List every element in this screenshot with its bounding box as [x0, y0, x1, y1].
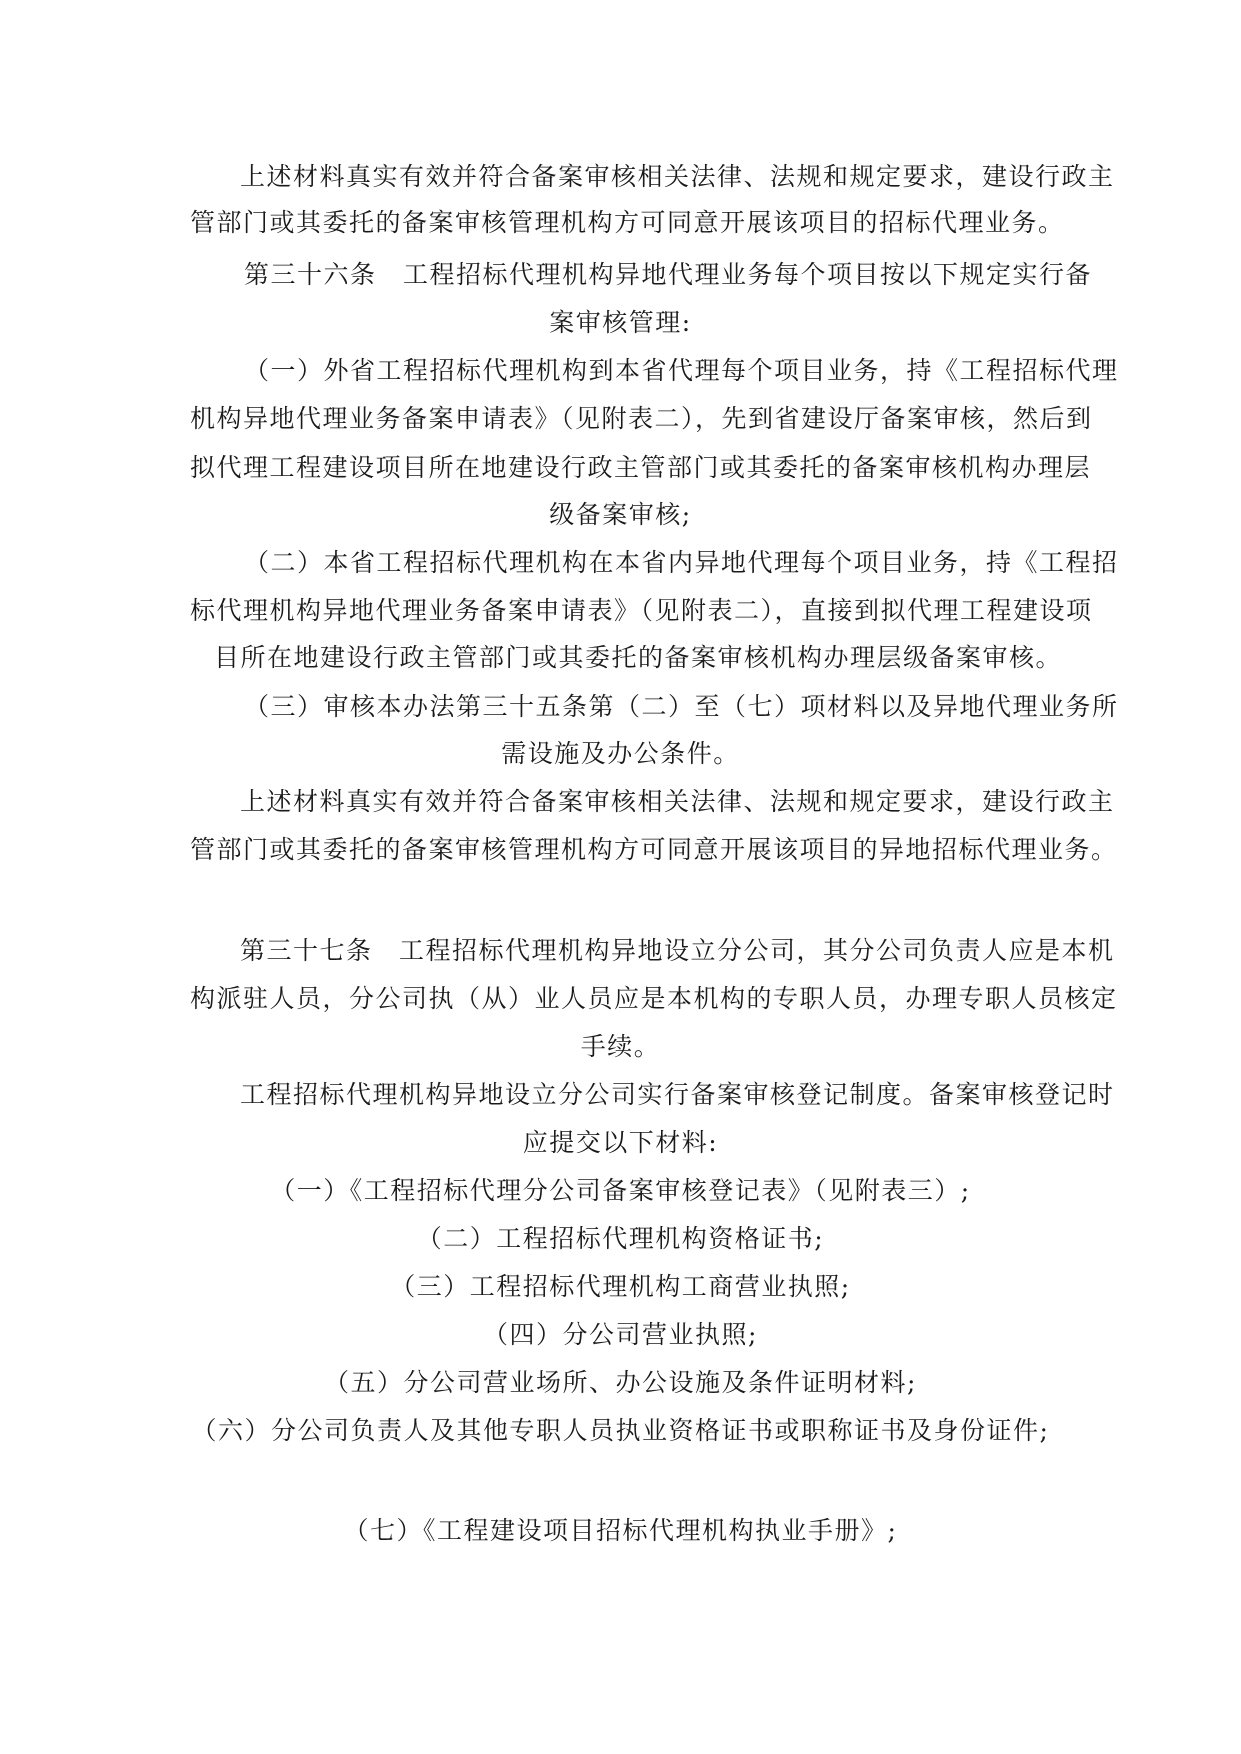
paragraph-line: 拟代理工程建设项目所在地建设行政主管部门或其委托的备案审核机构办理层	[190, 453, 1092, 482]
paragraph-line: 需设施及办公条件。	[501, 739, 740, 768]
list-item: （六）分公司负责人及其他专职人员执业资格证书或职称证书及身份证件;	[191, 1416, 1050, 1445]
paragraph-line: 标代理机构异地代理业务备案申请表》（见附表二），直接到拟代理工程建设项	[190, 596, 1093, 625]
paragraph-line: （三）审核本办法第三十五条第（二）至（七）项材料以及异地代理业务所	[244, 692, 1119, 721]
paragraph-line: （二）本省工程招标代理机构在本省内异地代理每个项目业务，持《工程招	[244, 548, 1119, 577]
article-37-heading: 第三十七条 工程招标代理机构异地设立分公司，其分公司负责人应是本机	[240, 936, 1115, 965]
paragraph-line: 上述材料真实有效并符合备案审核相关法律、法规和规定要求，建设行政主	[240, 787, 1115, 816]
paragraph-line: 应提交以下材料:	[522, 1128, 719, 1157]
list-item: （二）工程招标代理机构资格证书;	[416, 1224, 825, 1253]
list-item: （一）《工程招标代理分公司备案审核登记表》（见附表三）;	[270, 1176, 971, 1205]
paragraph-line: 构派驻人员，分公司执（从）业人员应是本机构的专职人员，办理专职人员核定	[190, 984, 1118, 1013]
paragraph-line: 管部门或其委托的备案审核管理机构方可同意开展该项目的招标代理业务。	[190, 208, 1065, 237]
list-item: （三）工程招标代理机构工商营业执照;	[390, 1272, 851, 1301]
paragraph-line: 上述材料真实有效并符合备案审核相关法律、法规和规定要求，建设行政主	[240, 162, 1115, 191]
paragraph-line: 机构异地代理业务备案申请表》（见附表二），先到省建设厅备案审核，然后到	[190, 404, 1093, 433]
paragraph-line: （一）外省工程招标代理机构到本省代理每个项目业务，持《工程招标代理	[244, 356, 1119, 385]
article-36-heading: 第三十六条 工程招标代理机构异地代理业务每个项目按以下规定实行备	[244, 260, 1093, 289]
paragraph-line: 级备案审核;	[549, 500, 692, 529]
paragraph-line: 管部门或其委托的备案审核管理机构方可同意开展该项目的异地招标代理业务。	[190, 835, 1118, 864]
paragraph-line: 目所在地建设行政主管部门或其委托的备案审核机构办理层级备案审核。	[214, 643, 1063, 672]
list-item: （七）《工程建设项目招标代理机构执业手册》;	[343, 1516, 898, 1545]
paragraph-line: 手续。	[580, 1032, 661, 1061]
paragraph-line: 工程招标代理机构异地设立分公司实行备案审核登记制度。备案审核登记时	[240, 1080, 1115, 1109]
paragraph-line: 案审核管理:	[549, 308, 692, 337]
list-item: （四）分公司营业执照;	[483, 1320, 758, 1349]
list-item: （五）分公司营业场所、办公设施及条件证明材料;	[324, 1368, 917, 1397]
